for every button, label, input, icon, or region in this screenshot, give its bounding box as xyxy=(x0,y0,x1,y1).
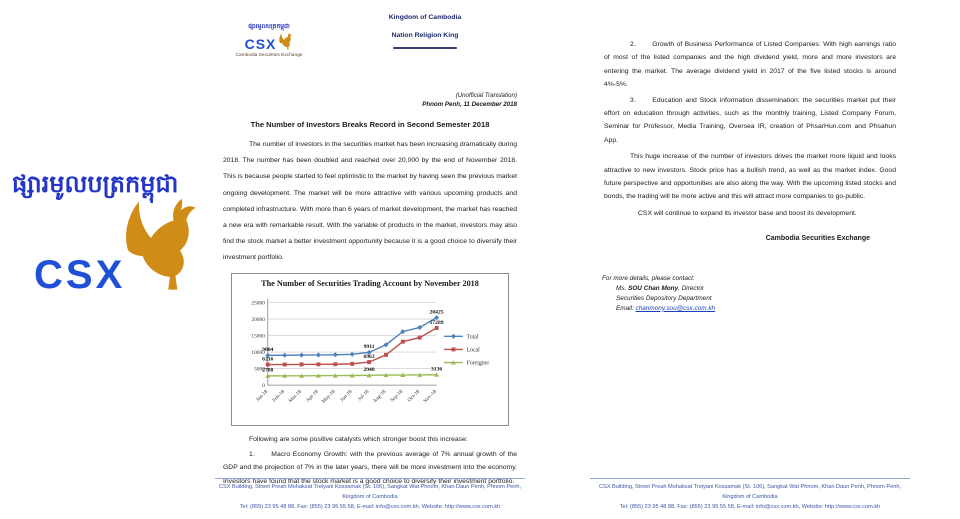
chart-marker xyxy=(299,352,304,357)
chart-marker xyxy=(283,362,287,366)
document-page-1 xyxy=(205,0,535,519)
kingdom-header xyxy=(325,14,525,49)
footer-contacts: Tel: (855) 23 95 48 88, Fax: (855) 23 95 55 58, E-mail: info@csx.com.kh, Website: http://www.csx.com.kh xyxy=(239,504,501,510)
contact-intro: For more details, please contact: xyxy=(602,275,695,283)
chart-marker xyxy=(266,362,270,366)
securities-accounts-chart xyxy=(231,273,509,426)
data-label: 3136 xyxy=(430,366,443,373)
footer-address: CSX Building, Street Preah Mohaksat Treiyani Kossamak (St. 106), Sangkat Wat Phnom, Khan Daun Penh, Phnom Penh, Kingdom of Cambodia xyxy=(598,484,901,500)
data-label: 17289 xyxy=(429,319,444,326)
chart-marker xyxy=(350,351,355,356)
y-tick-label: 20000 xyxy=(251,316,265,323)
document-title: The Number of Investors Breaks Record in Second Semester 2018 xyxy=(250,120,490,129)
data-label: 2948 xyxy=(363,366,375,373)
chart-marker xyxy=(316,352,321,357)
catalyst-text: Macro Economy Growth: with the previous average of 7% annual growth of the GDP and the projection of 7% in the later years, there will be more investment into the economy. Investors have found that the stock market is a good choice to diversify their investment portfolio. xyxy=(223,451,517,485)
chart-marker xyxy=(300,362,304,366)
chart-marker xyxy=(333,362,337,366)
data-label: 9911 xyxy=(363,343,375,350)
data-label: 20425 xyxy=(429,309,444,316)
y-tick-label: 0 xyxy=(262,382,265,389)
translation-note: (Unofficial Translation) xyxy=(455,92,517,99)
csx-wordmark-small: CSX xyxy=(244,36,277,52)
y-tick-label: 25000 xyxy=(251,300,265,307)
y-tick-label: 10000 xyxy=(251,349,265,356)
series-line-local xyxy=(268,328,437,365)
chart-marker xyxy=(451,333,456,338)
csx-wordmark: CSX xyxy=(34,253,126,297)
footer-contacts: Tel: (855) 23 95 48 88, Fax: (855) 23 95 55 58, E-mail: info@csx.com.kh, Website: http://www.csx.com.kh xyxy=(619,504,881,510)
data-label: 6963 xyxy=(363,353,375,360)
chart-title: The Number of Securities Trading Account by November 2018 xyxy=(261,278,479,288)
chart-marker xyxy=(333,352,338,357)
item-text: Education and Stock information dissemination: the securities market put their effort on education through activities, such as the monthly training, Listed Company Forum, Seminar for Professor, Media Training, Oversea IR, creation of PhsarHun.com and Phsahun App. xyxy=(604,96,896,144)
header-divider xyxy=(393,47,457,49)
contact-email-line xyxy=(602,304,904,314)
kingdom-line: Kingdom of Cambodia xyxy=(388,14,462,21)
legend-label: Local xyxy=(466,347,480,354)
chart-marker xyxy=(418,335,422,339)
contact-block xyxy=(596,274,904,313)
x-tick-label: Jan-18 xyxy=(255,388,270,403)
x-tick-label: Jul-18 xyxy=(356,388,371,402)
chart-marker xyxy=(350,362,354,366)
paragraph-closing: CSX will continue to expand its investor base and boost its development. xyxy=(638,209,857,217)
chart-marker xyxy=(384,353,388,357)
page2-footer xyxy=(590,478,910,512)
x-tick-label: Oct-18 xyxy=(406,388,422,403)
chart-marker xyxy=(282,352,287,357)
data-label: 6216 xyxy=(262,355,274,362)
contact-role: , Director xyxy=(678,285,705,293)
chart-plot-area xyxy=(234,289,506,423)
contact-email-link[interactable]: chanmony.sou@csx.com.kh xyxy=(635,304,716,312)
signature-line: Cambodia Securities Exchange xyxy=(765,235,870,243)
catalysts-intro: Following are some positive catalysts which stronger boost this increase: xyxy=(249,435,468,443)
x-tick-label: Mar-18 xyxy=(287,388,303,404)
footer-address: CSX Building, Street Preah Mohaksat Treiyani Kossamak (St. 106), Sangkat Wat Phnom, Khan Daun Penh, Phnom Penh, Kingdom of Cambodia xyxy=(218,484,521,500)
x-tick-label: Aug-18 xyxy=(371,388,388,405)
chart-marker xyxy=(435,326,439,330)
data-label: 2788 xyxy=(262,367,274,374)
numbered-item-3 xyxy=(596,94,904,148)
x-tick-label: Apr-18 xyxy=(304,388,320,404)
data-label: 9004 xyxy=(262,346,274,353)
numbered-item-2 xyxy=(596,38,904,92)
golden-bird-icon xyxy=(278,32,293,51)
item-text: Growth of Business Performance of Listed Companies: With high earnings ratio of most of the listed companies and the high dividend yield, more and more investors are entering the market. The average dividend yield in 2017 of the five listed stocks is around 4%-5%. xyxy=(604,41,896,89)
paragraph-intro: The number of investors in the securities market has been increasing dramatically during 2018. The number has been doubled and reached over 20,000 by the end of November 2018. This is because people started to feel optimistic to the market by having seen the previous market ongoing development. The market will be more attractive with various upcoming products and completed infrastructure. With more than 6 years of market development, the market has reached a new era with remarkable result. With the variable of products in the market, investors may also find the stock market a better investment opportunity because it is a good choice to diversify their investment portfolio. xyxy=(223,141,517,262)
dateline: Phnom Penh, 11 December 2018 xyxy=(422,101,517,108)
contact-prefix: Ms. xyxy=(616,285,629,293)
contact-name: SOU Chan Mony xyxy=(628,285,679,293)
page1-header xyxy=(215,10,525,86)
item-number: 3. xyxy=(630,96,637,104)
chart-marker xyxy=(452,347,456,351)
y-tick-label: 15000 xyxy=(251,333,265,340)
csx-khmer-wordmark: ផ្សារមូលបត្រកម្ពុជា xyxy=(12,171,179,198)
x-tick-label: Feb-18 xyxy=(271,388,287,404)
csx-logo-small xyxy=(221,24,317,58)
csx-logo-large xyxy=(12,170,208,300)
csx-khmer-wordmark-small: ផ្សារមូលបត្រកម្ពុជា xyxy=(248,24,290,30)
csx-logo-subtitle: Cambodia Securities Exchange xyxy=(235,53,303,58)
y-tick-label: 5000 xyxy=(254,366,265,373)
email-label: Email: xyxy=(616,304,636,312)
legend-label: Total xyxy=(466,333,479,340)
chart-marker xyxy=(367,360,371,364)
page1-footer xyxy=(215,478,525,512)
contact-person xyxy=(602,284,904,294)
golden-bird-icon xyxy=(118,196,202,296)
catalyst-number: 1. xyxy=(249,451,256,459)
chart-marker xyxy=(316,362,320,366)
chart-marker xyxy=(401,339,405,343)
contact-department: Securities Depository Department xyxy=(616,294,712,302)
x-tick-label: May-18 xyxy=(320,388,337,405)
x-tick-label: Nov-18 xyxy=(422,388,439,405)
item-number: 2. xyxy=(630,41,637,48)
x-tick-label: Sep-18 xyxy=(389,388,405,404)
nation-line: Nation Religion King xyxy=(391,32,459,39)
series-line-total xyxy=(268,317,437,355)
x-tick-label: Jun-18 xyxy=(339,388,354,403)
document-page-2 xyxy=(580,0,920,519)
paragraph-outlook: This huge increase of the number of investors drives the market more liquid and looks attractive to new investors. Stock price has a bullish trend, as well as the market index. Good future perspective and opportunities are also along the way. With the upcoming listed stocks and bonds, the trading will be more active and this will attract more companies to go-public. xyxy=(604,153,896,201)
legend-label: Foreigner xyxy=(466,360,490,367)
